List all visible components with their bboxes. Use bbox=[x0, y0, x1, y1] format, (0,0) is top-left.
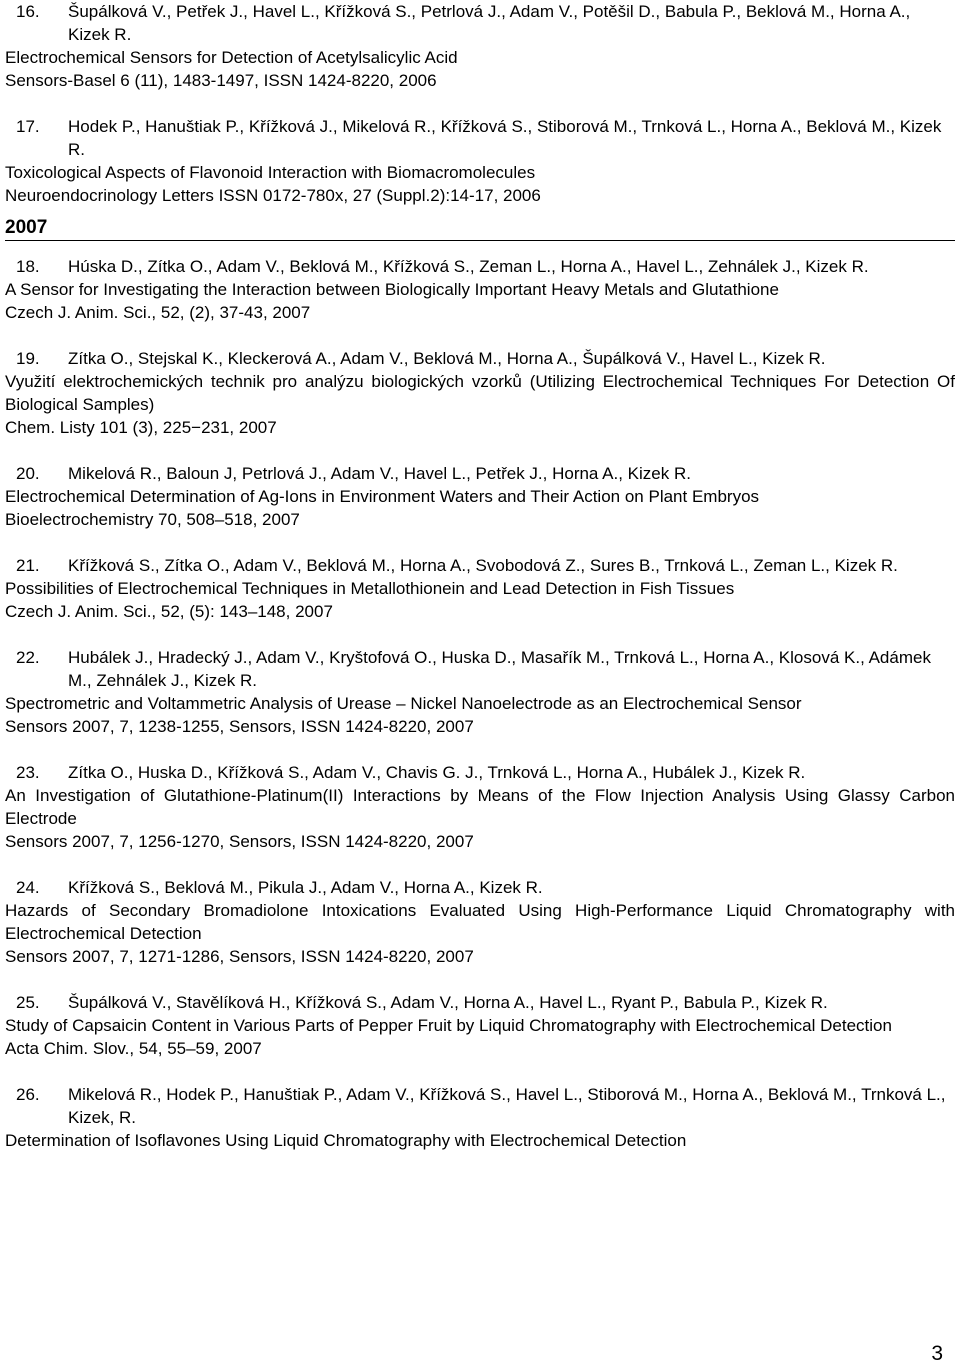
entry-source: Neuroendocrinology Letters ISSN 0172-780x, 27 (Suppl.2):14-17, 2006 bbox=[5, 186, 541, 205]
entry-title: A Sensor for Investigating the Interaction between Biologically Important Heavy Metals and Glutathione bbox=[5, 280, 779, 299]
entry-title: Spectrometric and Voltammetric Analysis of Urease – Nickel Nanoelectrode as an Electrochemical Sensor bbox=[5, 694, 802, 713]
publication-entry bbox=[5, 991, 955, 1060]
entry-source: Sensors 2007, 7, 1271-1286, Sensors, ISSN 1424-8220, 2007 bbox=[5, 947, 474, 966]
entry-source: Bioelectrochemistry 70, 508–518, 2007 bbox=[5, 510, 300, 529]
entry-authors: 26. Mikelová R., Hodek P., Hanuštiak P., Adam V., Křížková S., Havel L., Stiborová M., Horna A., Beklová M., Trnková L., Kizek, R. bbox=[16, 1085, 946, 1127]
entry-number: 20. bbox=[16, 464, 40, 483]
publication-list bbox=[5, 0, 955, 1152]
entry-number: 17. bbox=[16, 117, 40, 136]
entry-title: Determination of Isoflavones Using Liquid Chromatography with Electrochemical Detection bbox=[5, 1131, 687, 1150]
entry-number: 25. bbox=[16, 993, 40, 1012]
entry-title: Toxicological Aspects of Flavonoid Interaction with Biomacromolecules bbox=[5, 163, 536, 182]
publication-entry bbox=[5, 646, 955, 738]
entry-source: Sensors 2007, 7, 1238-1255, Sensors, ISSN 1424-8220, 2007 bbox=[5, 717, 474, 736]
entry-title: Hazards of Secondary Bromadiolone Intoxications Evaluated Using High-Performance Liquid Chromatography with Electrochemical Detection bbox=[5, 901, 955, 943]
entry-number: 16. bbox=[16, 2, 40, 21]
entry-title: Study of Capsaicin Content in Various Parts of Pepper Fruit by Liquid Chromatography with Electrochemical Detection bbox=[5, 1016, 892, 1035]
entry-source: Czech J. Anim. Sci., 52, (5): 143–148, 2007 bbox=[5, 602, 333, 621]
entry-authors: 17. Hodek P., Hanuštiak P., Křížková J., Mikelová R., Křížková S., Stiborová M., Trnková L., Horna A., Beklová M., Kizek R. bbox=[16, 117, 942, 159]
entry-authors: 24. Křížková S., Beklová M., Pikula J., Adam V., Horna A., Kizek R. bbox=[16, 878, 543, 897]
entry-title: Possibilities of Electrochemical Techniques in Metallothionein and Lead Detection in Fish Tissues bbox=[5, 579, 735, 598]
entry-number: 26. bbox=[16, 1085, 40, 1104]
entry-authors: 19. Zítka O., Stejskal K., Kleckerová A., Adam V., Beklová M., Horna A., Šupálková V., Havel L., Kizek R. bbox=[16, 349, 826, 368]
entry-title: Electrochemical Determination of Ag-Ions in Environment Waters and Their Action on Plant Embryos bbox=[5, 487, 760, 506]
entry-authors: 25. Šupálková V., Stavělíková H., Křížková S., Adam V., Horna A., Havel L., Ryant P., Babula P., Kizek R. bbox=[16, 993, 828, 1012]
entry-authors: 16. Šupálková V., Petřek J., Havel L., Křížková S., Petrlová J., Adam V., Potěšil D., Babula P., Beklová M., Horna A., Kizek R. bbox=[16, 2, 911, 44]
entry-number: 24. bbox=[16, 878, 40, 897]
entry-title: An Investigation of Glutathione-Platinum(II) Interactions by Means of the Flow Injection Analysis Using Glassy Carbon Electrode bbox=[5, 786, 955, 828]
publication-entry bbox=[5, 761, 955, 853]
entry-authors: 22. Hubálek J., Hradecký J., Adam V., Kryštofová O., Huska D., Masařík M., Trnková L., Horna A., Klosová K., Adámek M., Zehnálek J., Kizek R. bbox=[16, 648, 931, 690]
entry-title: Electrochemical Sensors for Detection of Acetylsalicylic Acid bbox=[5, 48, 458, 67]
entry-number: 21. bbox=[16, 556, 40, 575]
entry-authors: 18. Húska D., Zítka O., Adam V., Beklová M., Křížková S., Zeman L., Horna A., Havel L., Zehnálek J., Kizek R. bbox=[16, 257, 869, 276]
entry-source: Chem. Listy 101 (3), 225−231, 2007 bbox=[5, 418, 277, 437]
page-number: 3 bbox=[931, 1342, 943, 1365]
entry-source: Sensors-Basel 6 (11), 1483-1497, ISSN 1424-8220, 2006 bbox=[5, 71, 437, 90]
entry-number: 19. bbox=[16, 349, 40, 368]
publication-entry bbox=[5, 554, 955, 623]
publication-entry bbox=[5, 255, 955, 324]
publication-entry bbox=[5, 347, 955, 439]
entry-title: Využití elektrochemických technik pro analýzu biologických vzorků (Utilizing Electrochemical Techniques For Detection Of Biological Samples) bbox=[5, 372, 955, 414]
entry-authors: 21. Křížková S., Zítka O., Adam V., Beklová M., Horna A., Svobodová Z., Sures B., Trnková L., Zeman L., Kizek R. bbox=[16, 556, 898, 575]
entry-source: Czech J. Anim. Sci., 52, (2), 37-43, 2007 bbox=[5, 303, 311, 322]
publication-entry bbox=[5, 1083, 955, 1152]
entry-number: 22. bbox=[16, 648, 40, 667]
publication-entry bbox=[5, 115, 955, 207]
entry-authors: 23. Zítka O., Huska D., Křížková S., Adam V., Chavis G. J., Trnková L., Horna A., Hubálek J., Kizek R. bbox=[16, 763, 806, 782]
publication-entry bbox=[5, 462, 955, 531]
entry-source: Acta Chim. Slov., 54, 55–59, 2007 bbox=[5, 1039, 262, 1058]
publication-entry bbox=[5, 0, 955, 92]
entry-number: 18. bbox=[16, 257, 40, 276]
year-heading: 2007 bbox=[5, 207, 955, 241]
entry-number: 23. bbox=[16, 763, 40, 782]
entry-authors: 20. Mikelová R., Baloun J, Petrlová J., Adam V., Havel L., Petřek J., Horna A., Kizek R. bbox=[16, 464, 691, 483]
entry-source: Sensors 2007, 7, 1256-1270, Sensors, ISSN 1424-8220, 2007 bbox=[5, 832, 474, 851]
publication-entry bbox=[5, 876, 955, 968]
